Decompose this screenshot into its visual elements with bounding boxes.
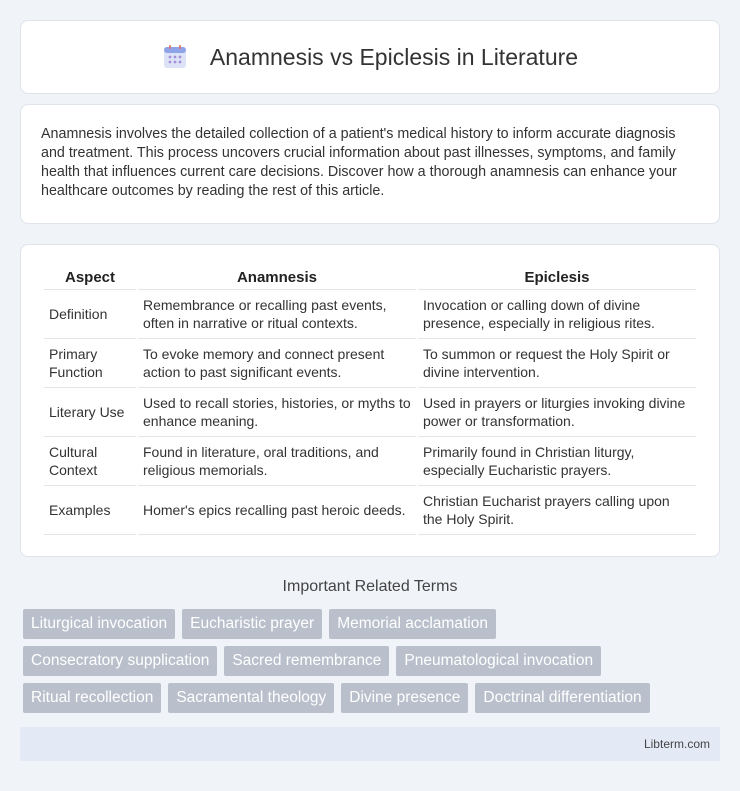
tag-sacred-remembrance[interactable]: Sacred remembrance	[224, 646, 389, 676]
header-aspect: Aspect	[44, 265, 136, 290]
comparison-card	[20, 244, 720, 557]
table-row	[44, 486, 696, 535]
comparison-table	[42, 265, 698, 535]
calendar-icon	[162, 44, 188, 70]
tag-liturgical-invocation[interactable]: Liturgical invocation	[23, 609, 175, 639]
related-terms-title: Important Related Terms	[282, 578, 458, 595]
anamnesis-cell: Found in literature, oral traditions, and religious memorials.	[138, 437, 416, 486]
table-row	[44, 290, 696, 339]
aspect-cell: Examples	[44, 486, 136, 535]
table-row	[44, 339, 696, 388]
tag-pneumatological-invocation[interactable]: Pneumatological invocation	[396, 646, 601, 676]
table-header-row	[44, 265, 696, 290]
anamnesis-cell: Used to recall stories, histories, or myths to enhance meaning.	[138, 388, 416, 437]
tag-row	[23, 609, 723, 639]
tag-memorial-acclamation[interactable]: Memorial acclamation	[329, 609, 496, 639]
anamnesis-cell: Homer's epics recalling past heroic deeds.	[138, 486, 416, 535]
table-row	[44, 388, 696, 437]
anamnesis-cell: To evoke memory and connect present action to past significant events.	[138, 339, 416, 388]
tag-divine-presence[interactable]: Divine presence	[341, 683, 468, 713]
aspect-cell: Definition	[44, 290, 136, 339]
tag-eucharistic-prayer[interactable]: Eucharistic prayer	[182, 609, 322, 639]
tag-sacramental-theology[interactable]: Sacramental theology	[168, 683, 334, 713]
aspect-cell: Primary Function	[44, 339, 136, 388]
header-anamnesis: Anamnesis	[138, 265, 416, 290]
epiclesis-cell: Christian Eucharist prayers calling upon the Holy Spirit.	[418, 486, 696, 535]
page-title: Anamnesis vs Epiclesis in Literature	[209, 43, 579, 70]
epiclesis-cell: To summon or request the Holy Spirit or divine intervention.	[418, 339, 696, 388]
intro-card	[20, 104, 720, 224]
aspect-cell: Literary Use	[44, 388, 136, 437]
footer-link[interactable]: Libterm.com	[643, 737, 710, 751]
table-row	[44, 437, 696, 486]
tag-row	[23, 683, 723, 713]
related-terms-tags	[23, 609, 723, 720]
epiclesis-cell: Invocation or calling down of divine presence, especially in religious rites.	[418, 290, 696, 339]
epiclesis-cell: Primarily found in Christian liturgy, especially Eucharistic prayers.	[418, 437, 696, 486]
header-card	[20, 20, 720, 94]
intro-text: Anamnesis involves the detailed collection of a patient's medical history to inform accurate diagnosis and treatment. This process uncovers crucial information about past illnesses, symptoms, and family health that influences current care decisions. Discover how a thorough anamnesis can enhance your healthcare outcomes by reading the rest of this article.	[41, 126, 677, 199]
epiclesis-cell: Used in prayers or liturgies invoking divine power or transformation.	[418, 388, 696, 437]
footer	[20, 727, 720, 761]
aspect-cell: Cultural Context	[44, 437, 136, 486]
header-epiclesis: Epiclesis	[418, 265, 696, 290]
tag-consecratory-supplication[interactable]: Consecratory supplication	[23, 646, 217, 676]
tag-row	[23, 646, 723, 676]
tag-doctrinal-differentiation[interactable]: Doctrinal differentiation	[475, 683, 649, 713]
anamnesis-cell: Remembrance or recalling past events, often in narrative or ritual contexts.	[138, 290, 416, 339]
tag-ritual-recollection[interactable]: Ritual recollection	[23, 683, 161, 713]
